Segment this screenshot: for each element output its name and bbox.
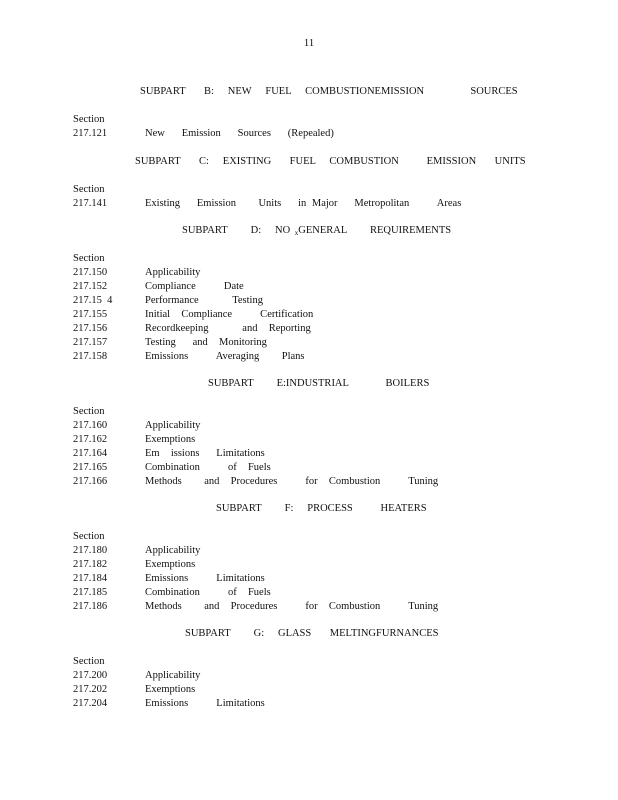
toc-entry — [73, 476, 553, 490]
subpart-d-heading-pre: SUBPART D: NO — [182, 225, 295, 236]
toc-entry — [73, 573, 553, 587]
subpart-e-section-label: Section — [73, 406, 105, 417]
section-number: 217.200 — [73, 670, 108, 681]
section-title: Applicability — [145, 267, 201, 278]
section-title: Em issions Limitations — [145, 448, 265, 459]
section-title: Emissions Limitations — [145, 573, 265, 584]
section-number: 217.184 — [73, 573, 108, 584]
subpart-b-heading: SUBPART B: NEW FUEL COMBUSTIONEMISSION SOURCES — [140, 86, 518, 97]
toc-entry — [73, 559, 553, 573]
section-number: 217.121 — [73, 128, 108, 139]
toc-entry — [73, 670, 553, 684]
section-title: Exemptions — [145, 684, 196, 695]
section-title: Compliance Date — [145, 281, 244, 292]
subpart-e-heading: SUBPART E:INDUSTRIAL BOILERS — [208, 378, 430, 389]
section-number: 217.15 4 — [73, 295, 113, 306]
toc-entry — [73, 462, 553, 476]
section-number: 217.157 — [73, 337, 108, 348]
section-title: Exemptions — [145, 434, 196, 445]
section-title: Methods and Procedures for Combustion Tuning — [145, 601, 439, 612]
toc-entry — [73, 323, 553, 337]
section-title: Recordkeeping and Reporting — [145, 323, 311, 334]
toc-entry — [73, 281, 553, 295]
toc-entry — [73, 601, 553, 615]
toc-entry — [73, 545, 553, 559]
section-title: Performance Testing — [145, 295, 263, 306]
section-title: Exemptions — [145, 559, 196, 570]
toc-entry — [73, 198, 553, 212]
section-title: Applicability — [145, 420, 201, 431]
section-number: 217.166 — [73, 476, 108, 487]
section-number: 217.152 — [73, 281, 108, 292]
subpart-g-heading: SUBPART G: GLASS MELTINGFURNANCES — [185, 628, 439, 639]
section-number: 217.202 — [73, 684, 108, 695]
section-title: Testing and Monitoring — [145, 337, 267, 348]
section-number: 217.150 — [73, 267, 108, 278]
section-number: 217.158 — [73, 351, 108, 362]
section-number: 217.185 — [73, 587, 108, 598]
subpart-c-heading: SUBPART C: EXISTING FUEL COMBUSTION EMISSION UNITS — [135, 156, 526, 167]
subpart-d-heading — [182, 225, 451, 237]
section-number: 217.164 — [73, 448, 108, 459]
toc-entry — [73, 684, 553, 698]
toc-entry — [73, 337, 553, 351]
toc-entry — [73, 351, 553, 365]
page-number: 11 — [303, 37, 315, 49]
section-number: 217.186 — [73, 601, 108, 612]
section-title: Combination of Fuels — [145, 462, 271, 473]
section-number: 217.156 — [73, 323, 108, 334]
section-number: 217.204 — [73, 698, 108, 709]
section-title: Applicability — [145, 670, 201, 681]
subpart-c-section-label: Section — [73, 184, 105, 195]
toc-entry — [73, 434, 553, 448]
subpart-f-section-label: Section — [73, 531, 105, 542]
toc-entry — [73, 698, 553, 712]
section-number: 217.155 — [73, 309, 108, 320]
section-title: Initial Compliance Certification — [145, 309, 314, 320]
subpart-b-section-label: Section — [73, 114, 105, 125]
section-number: 217.165 — [73, 462, 108, 473]
toc-entry — [73, 448, 553, 462]
section-title: Combination of Fuels — [145, 587, 271, 598]
section-title: Existing Emission Units in Major Metropolitan Areas — [145, 198, 462, 209]
subpart-f-heading: SUBPART F: PROCESS HEATERS — [216, 503, 427, 514]
section-number: 217.162 — [73, 434, 108, 445]
toc-entry — [73, 267, 553, 281]
subpart-g-section-label: Section — [73, 656, 105, 667]
subpart-d-heading-post: GENERAL REQUIREMENTS — [298, 225, 452, 236]
section-number: 217.141 — [73, 198, 108, 209]
section-title: Applicability — [145, 545, 201, 556]
section-number: 217.180 — [73, 545, 108, 556]
subpart-d-heading-subscript: x — [294, 229, 299, 237]
toc-entry — [73, 309, 553, 323]
toc-entry — [73, 128, 553, 142]
section-title: Methods and Procedures for Combustion Tuning — [145, 476, 439, 487]
toc-entry — [73, 295, 553, 309]
toc-entry — [73, 420, 553, 434]
section-title: Emissions Limitations — [145, 698, 265, 709]
subpart-d-section-label: Section — [73, 253, 105, 264]
section-number: 217.182 — [73, 559, 108, 570]
section-title: Emissions Averaging Plans — [145, 351, 305, 362]
section-number: 217.160 — [73, 420, 108, 431]
toc-entry — [73, 587, 553, 601]
section-title: New Emission Sources (Repealed) — [145, 128, 334, 139]
